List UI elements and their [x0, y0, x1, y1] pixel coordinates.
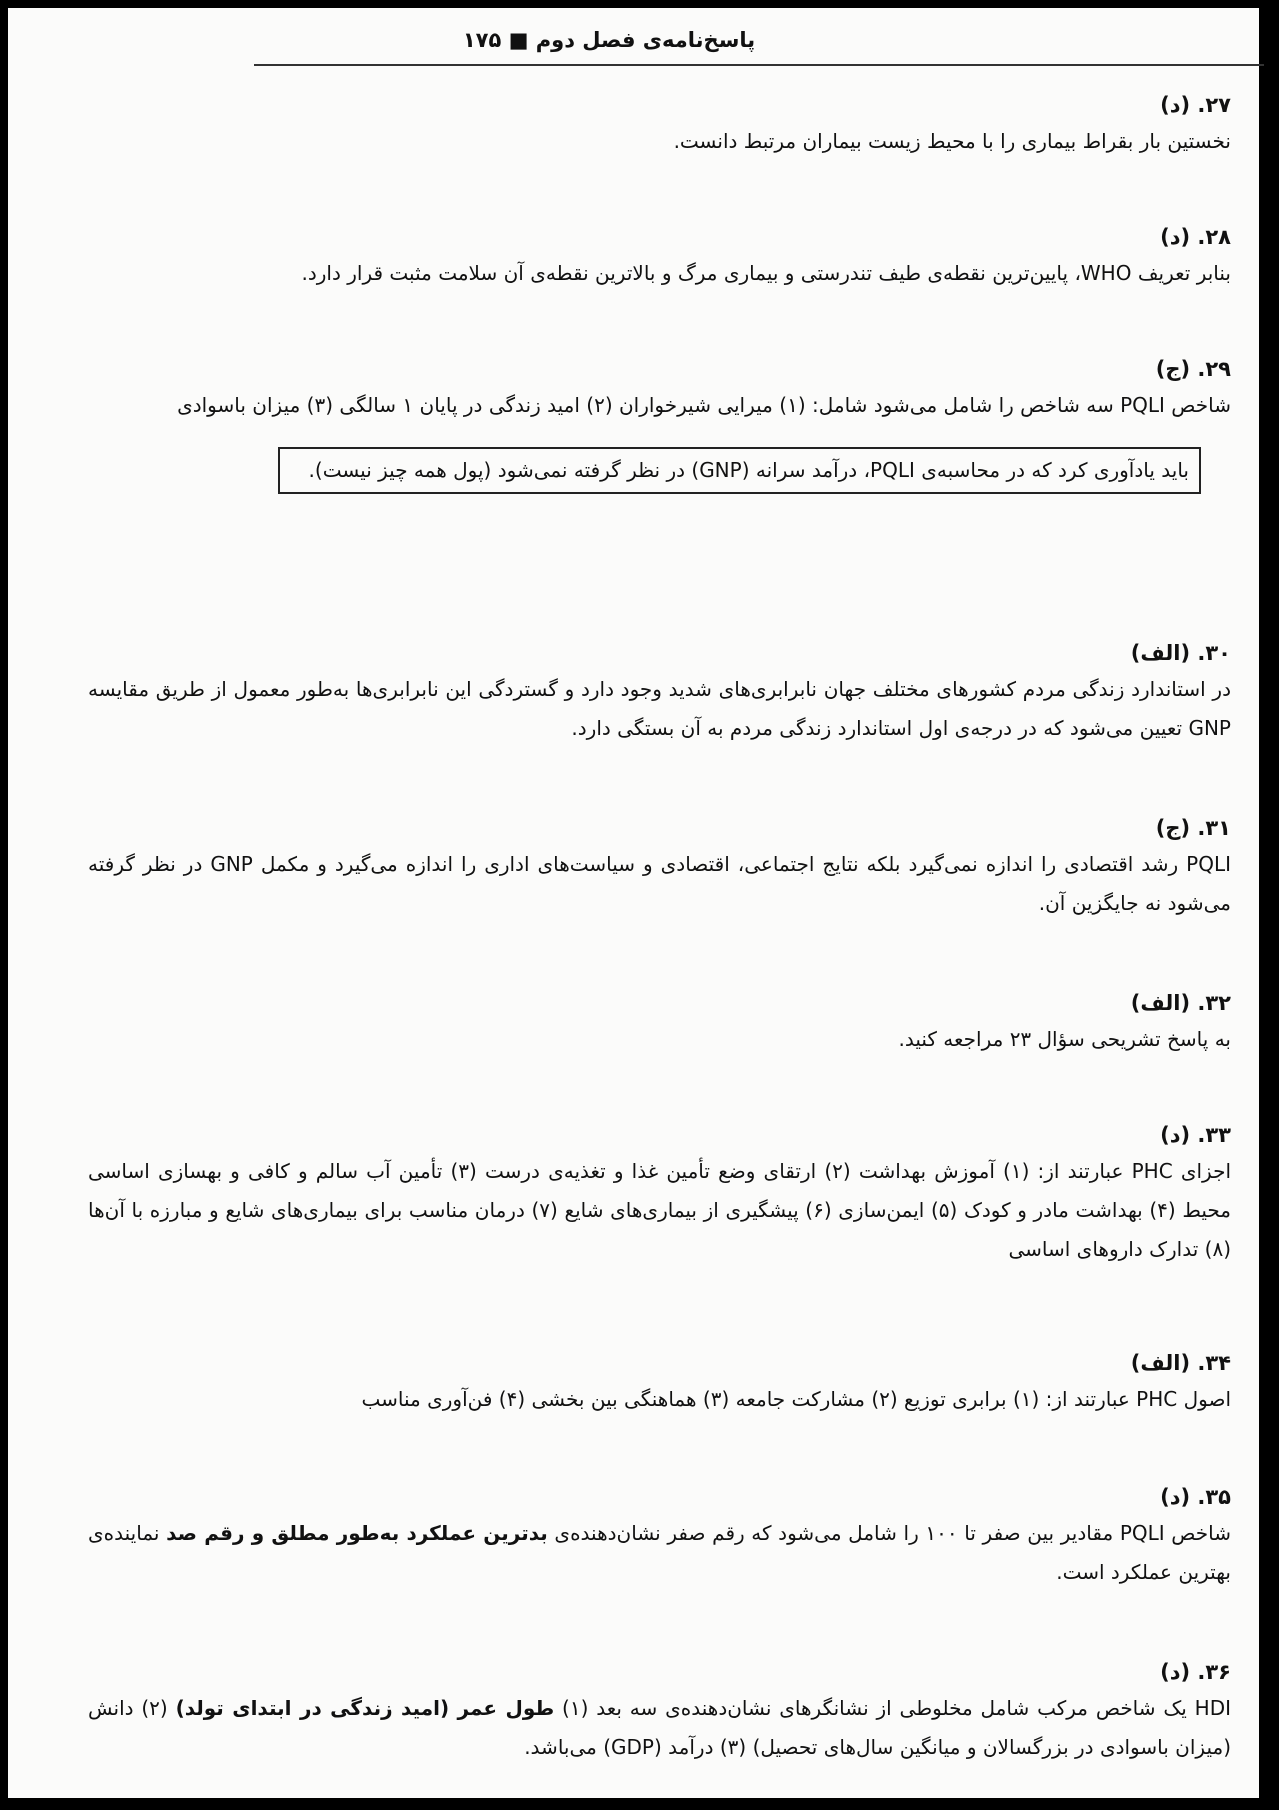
answer-explanation: PQLI رشد اقتصادی را اندازه نمی‌گیرد بلکه نتایج اجتماعی، اقتصادی و سیاست‌های اداری را اندازه می‌گیرد و مکمل GNP در نظر گرفته می‌شود نه جایگزین آن.	[88, 852, 1231, 915]
answer-number: ۳۶. (د)	[1160, 1660, 1231, 1684]
explanation-text: شاخص PQLI مقادیر بین صفر تا ۱۰۰ را شامل می‌شود که رقم صفر نشان‌دهنده‌ی	[547, 1521, 1232, 1545]
answer-explanation: نخستین بار بقراط بیماری را با محیط زیست بیماران مرتبط دانست.	[673, 129, 1231, 153]
answer-explanation: اجزای PHC عبارتند از: (۱) آموزش بهداشت (۲) ارتقای وضع تأمین غذا و تغذیه‌ی درست (۳) تأمین آب سالم و کافی و بهسازی اساسی محیط (۴) بهداشت مادر و کودک (۵) ایمن‌سازی (۶) پیشگیری از بیماری‌های شایع (۷) درمان مناسب برای بیماری‌های شایع و مبارزه با آن‌ها (۸) تدارک داروهای اساسی	[88, 1159, 1231, 1261]
answer-number: ۳۰. (الف)	[1130, 641, 1231, 665]
answer-explanation: بنابر تعریف WHO، پایین‌ترین نقطه‌ی طیف تندرستی و بیماری مرگ و بالاترین نقطه‌ی آن سلامت مثبت قرار دارد.	[301, 261, 1231, 285]
answer-explanation	[88, 1514, 1231, 1592]
answer-item	[88, 811, 1231, 923]
answer-number: ۳۳. (د)	[1160, 1123, 1231, 1147]
running-header-title: پاسخ‌نامه‌ی فصل دوم ■ ۱۷۵	[462, 28, 756, 52]
explanation-text: HDI یک شاخص مرکب شامل مخلوطی از نشانگرهای نشان‌دهنده‌ی سه بعد (۱)	[554, 1696, 1231, 1720]
answer-number: ۳۵. (د)	[1160, 1485, 1231, 1509]
answer-number: ۳۱. (ج)	[1155, 816, 1231, 840]
answer-item	[88, 1346, 1231, 1419]
answer-item	[88, 1480, 1231, 1592]
answer-explanation	[88, 1689, 1231, 1767]
answer-item	[88, 88, 1231, 161]
answer-item	[88, 220, 1231, 293]
answer-explanation: در استاندارد زندگی مردم کشورهای مختلف جهان نابرابری‌های شدید وجود دارد و گستردگی این نابرابری‌ها به‌طور معمول از طریق مقایسه GNP تعیین می‌شود که در درجه‌ی اول استاندارد زندگی مردم به آن بستگی دارد.	[88, 677, 1231, 740]
answer-explanation: شاخص PQLI سه شاخص را شامل می‌شود شامل: (۱) میرایی شیرخواران (۲) امید زندگی در پایان ۱ سالگی (۳) میزان باسوادی	[177, 393, 1231, 417]
answer-item	[88, 986, 1231, 1059]
page-header	[254, 22, 1264, 66]
emphasized-text: بدترین عملکرد به‌طور مطلق و رقم صد	[166, 1521, 548, 1545]
answer-explanation: اصول PHC عبارتند از: (۱) برابری توزیع (۲) مشارکت جامعه (۳) هماهنگی بین بخشی (۴) فن‌آوری مناسب	[361, 1387, 1231, 1411]
explanation-text-tail: نماینده‌ی بهترین عملکرد است.	[88, 1521, 1231, 1584]
answer-item	[88, 352, 1231, 494]
answer-number: ۳۴. (الف)	[1130, 1351, 1231, 1375]
answer-number: ۳۲. (الف)	[1130, 991, 1231, 1015]
emphasized-text: طول عمر (امید زندگی در ابتدای تولد)	[175, 1696, 555, 1720]
note-box: باید یادآوری کرد که در محاسبه‌ی PQLI، درآمد سرانه (GNP) در نظر گرفته نمی‌شود (پول همه چیز نیست).	[278, 447, 1201, 494]
explanation-text-tail: (۲) دانش (میزان باسوادی در بزرگسالان و میانگین سال‌های تحصیل) (۳) درآمد (GDP) می‌باشد.	[88, 1696, 1231, 1759]
answer-explanation: به پاسخ تشریحی سؤال ۲۳ مراجعه کنید.	[898, 1027, 1231, 1051]
document-page	[8, 8, 1263, 1798]
answer-number: ۲۹. (ج)	[1155, 357, 1231, 381]
answer-item	[88, 636, 1231, 748]
answer-item	[88, 1118, 1231, 1269]
answer-number: ۲۸. (د)	[1160, 225, 1231, 249]
answer-item	[88, 1655, 1231, 1767]
answer-number: ۲۷. (د)	[1160, 93, 1231, 117]
